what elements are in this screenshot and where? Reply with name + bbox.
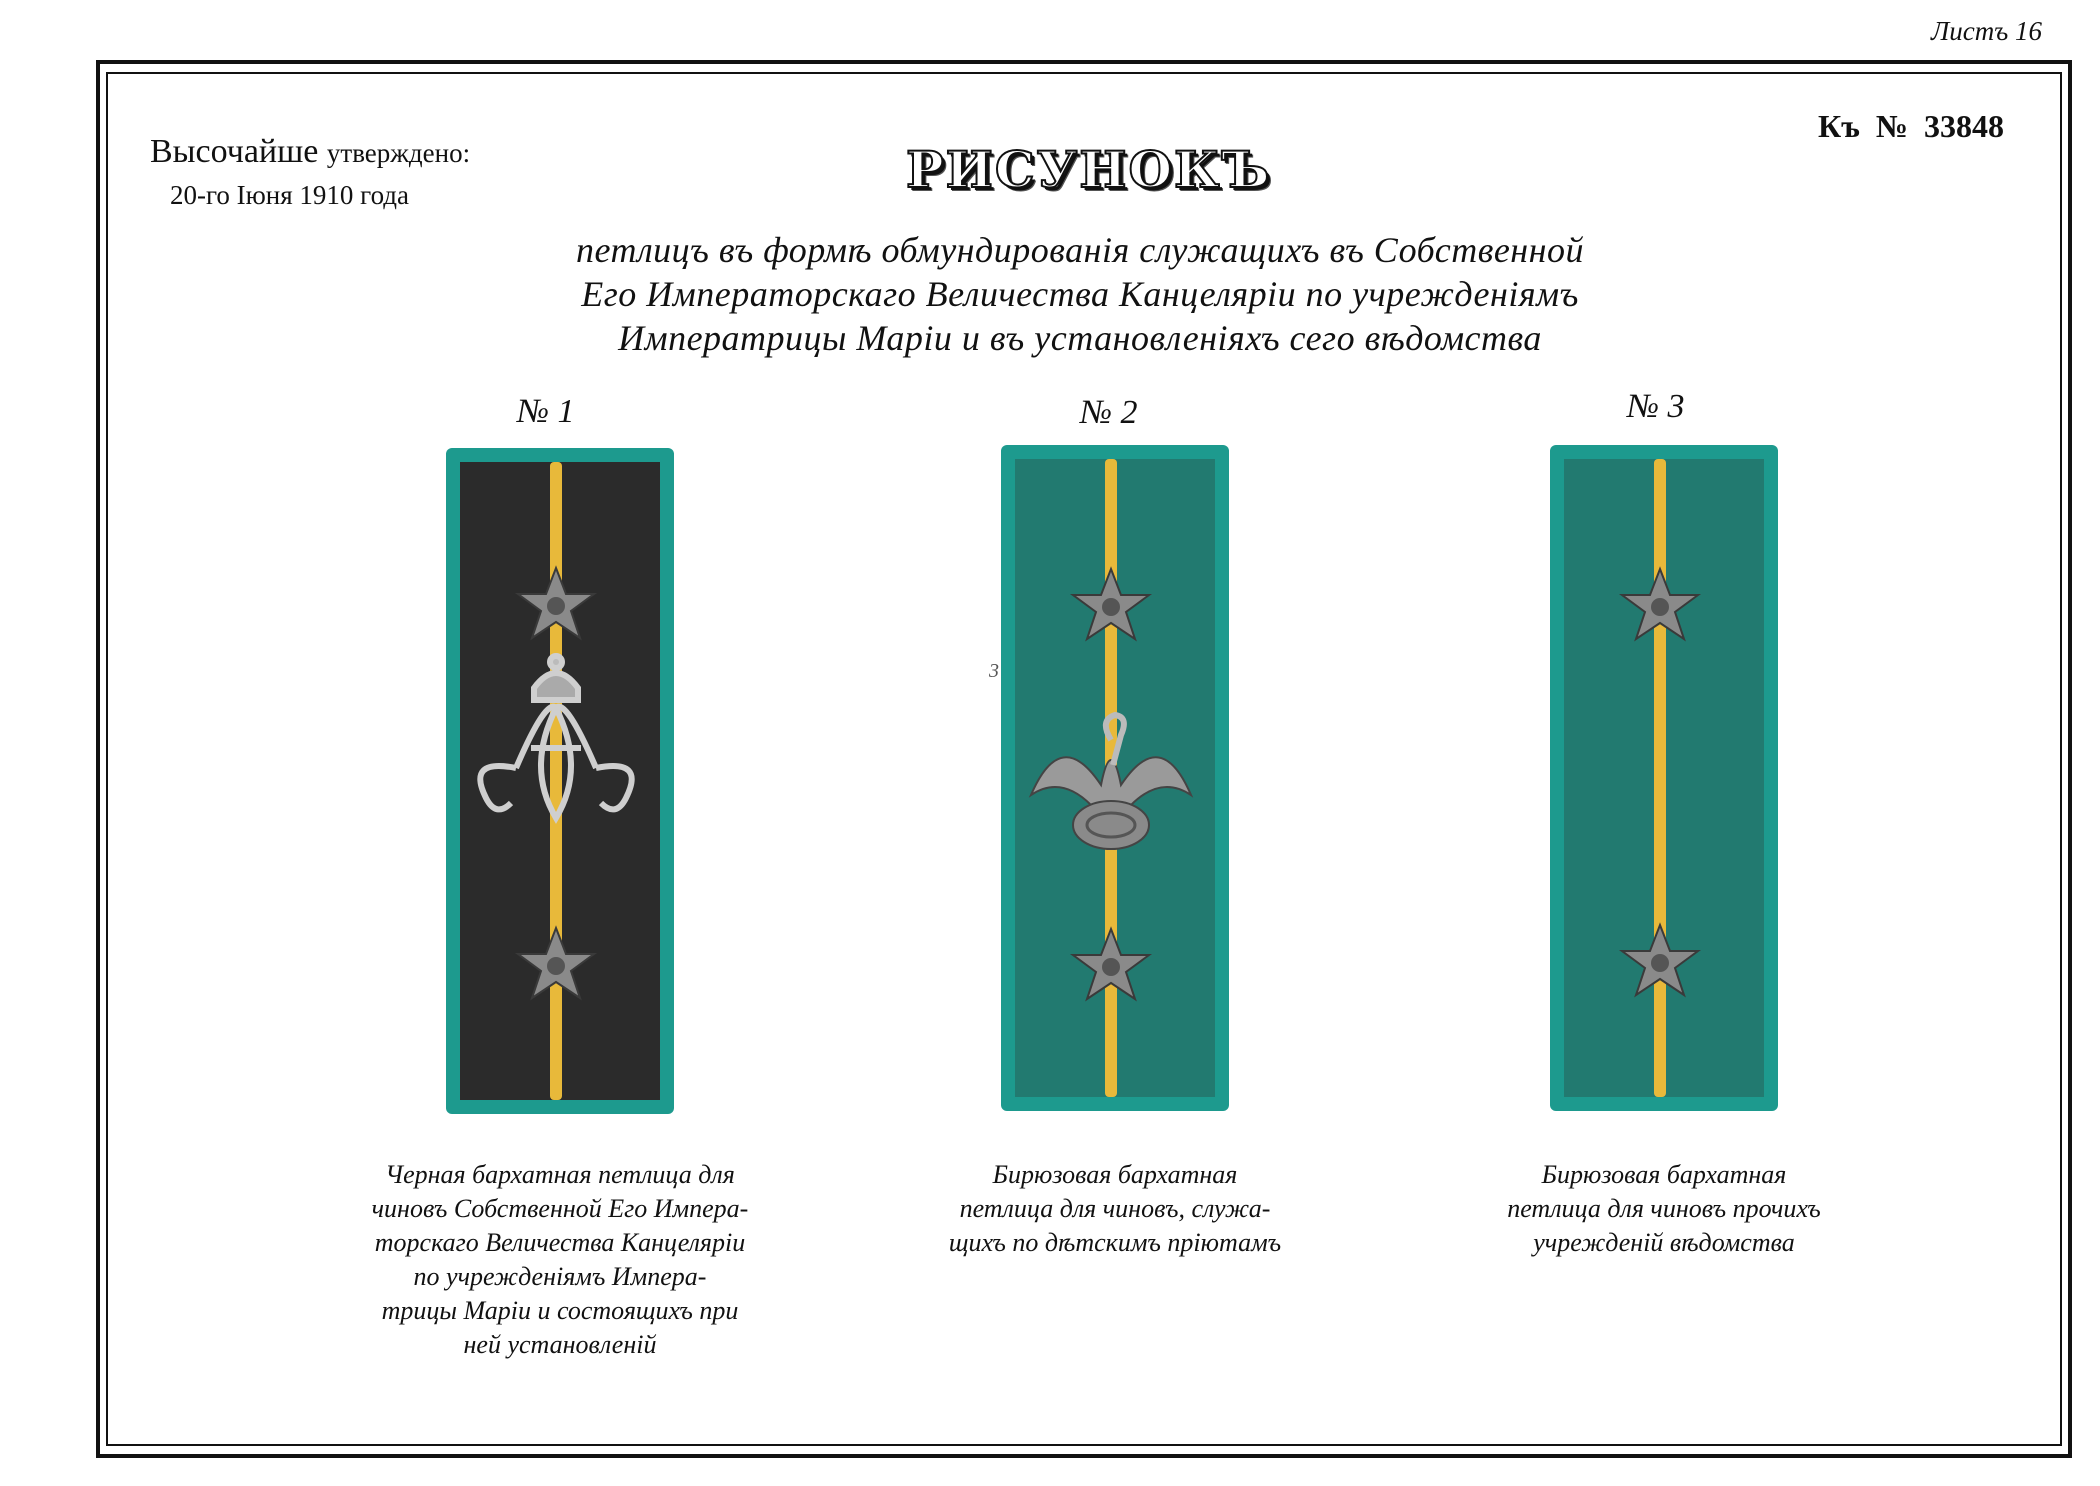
collar-tab-2-art: [1001, 445, 1229, 1111]
caption-line: чиновъ Собственной Его Импера-: [371, 1194, 749, 1223]
tab-number-3: № 3: [1627, 388, 1685, 425]
caption-line: по учрежденiямъ Импера-: [413, 1262, 707, 1291]
caption-line: Черная бархатная петлица для: [385, 1160, 735, 1189]
gold-cord: [1654, 459, 1666, 1097]
sheet-label: Листъ 16: [1930, 16, 2042, 46]
gold-cord: [550, 462, 562, 1100]
reference-number: Къ № 33848: [1817, 108, 2004, 144]
caption-line: трицы Марiи и состоящихъ при: [381, 1296, 739, 1325]
subtitle-line: петлицъ въ формѣ обмундированiя служащихъ въ Собственной: [575, 230, 1585, 270]
page-title: РИСУНОКЪ: [906, 140, 1272, 199]
collar-tab-2: [1001, 445, 1229, 1111]
subtitle: [420, 228, 1740, 360]
caption-line: торскаго Величества Канцелярiи: [374, 1228, 746, 1257]
caption-line: Бирюзовая бархатная: [1541, 1160, 1787, 1189]
subtitle-line: Императрицы Марiи и въ установленiяхъ сего вѣдомства: [618, 318, 1542, 358]
approval-date: 20-го Iюня 1910 года: [170, 180, 410, 210]
collar-tab-1-art: [446, 448, 674, 1114]
tab-caption-2: [885, 1158, 1345, 1260]
collar-tab-1: [446, 448, 674, 1114]
tab-caption-3: [1434, 1158, 1894, 1260]
stray-mark: 3: [989, 660, 999, 682]
tab-number-2: № 2: [1080, 394, 1138, 431]
approval-word-1: Высочайше: [150, 133, 319, 170]
approval-word-2: утверждено:: [326, 138, 471, 168]
collar-tab-3-art: [1550, 445, 1778, 1111]
tab-number-1: № 1: [517, 393, 575, 430]
caption-line: щихъ по дѣтскимъ прiютамъ: [948, 1228, 1282, 1257]
subtitle-line: Его Императорскаго Величества Канцелярiи по учрежденiямъ: [581, 274, 1579, 314]
caption-line: Бирюзовая бархатная: [992, 1160, 1238, 1189]
caption-line: ней установленiй: [463, 1330, 657, 1359]
caption-line: петлица для чиновъ прочихъ: [1507, 1194, 1821, 1223]
caption-line: петлица для чиновъ, служа-: [959, 1194, 1271, 1223]
approval-note: [150, 132, 470, 171]
caption-line: учрежденiй вѣдомства: [1533, 1228, 1795, 1257]
tab-caption-1: [330, 1158, 790, 1362]
collar-tab-3: [1550, 445, 1778, 1111]
